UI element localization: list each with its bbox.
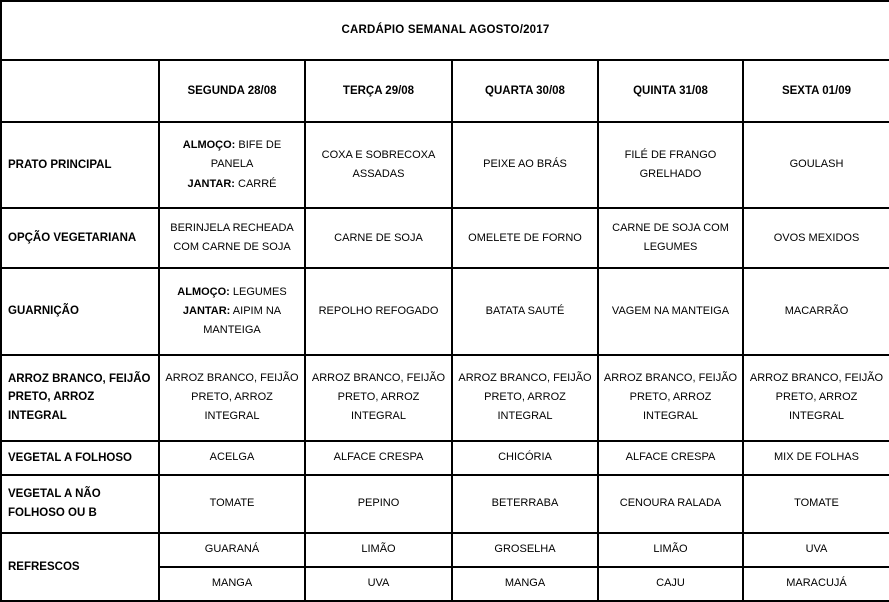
- meal-label: ALMOÇO:: [182, 139, 236, 152]
- cell-line: [164, 175, 300, 194]
- menu-cell: ARROZ BRANCO, FEIJÃO PRETO, ARROZ INTEGRAL: [159, 355, 305, 441]
- menu-cell: TOMATE: [743, 475, 889, 533]
- table-row: [1, 268, 889, 354]
- page-title: CARDÁPIO SEMANAL AGOSTO/2017: [1, 1, 889, 60]
- menu-cell: PEIXE AO BRÁS: [452, 122, 598, 208]
- cell-line: [164, 302, 300, 341]
- menu-cell: UVA: [305, 567, 452, 601]
- meal-label: JANTAR:: [187, 177, 235, 190]
- cell-line: [164, 136, 300, 175]
- menu-cell: LIMÃO: [598, 533, 743, 567]
- meal-text: LEGUMES: [229, 285, 287, 298]
- menu-cell: MIX DE FOLHAS: [743, 441, 889, 475]
- table-row: [1, 475, 889, 533]
- menu-cell: CHICÓRIA: [452, 441, 598, 475]
- meal-text: CARRÉ: [234, 177, 277, 190]
- row-label: VEGETAL A FOLHOSO: [1, 441, 159, 475]
- menu-cell: UVA: [743, 533, 889, 567]
- menu-cell: PEPINO: [305, 475, 452, 533]
- column-header-friday: SEXTA 01/09: [743, 60, 889, 122]
- row-label: OPÇÃO VEGETARIANA: [1, 208, 159, 268]
- menu-cell: TOMATE: [159, 475, 305, 533]
- table-row: [1, 122, 889, 208]
- menu-cell: CAJU: [598, 567, 743, 601]
- menu-cell: MANGA: [159, 567, 305, 601]
- meal-label: JANTAR:: [182, 304, 231, 317]
- menu-cell: ARROZ BRANCO, FEIJÃO PRETO, ARROZ INTEGRAL: [598, 355, 743, 441]
- menu-cell: BERINJELA RECHEADA COM CARNE DE SOJA: [159, 208, 305, 268]
- menu-cell: MACARRÃO: [743, 268, 889, 354]
- row-label: GUARNIÇÃO: [1, 268, 159, 354]
- column-header-thursday: QUINTA 31/08: [598, 60, 743, 122]
- menu-cell: ACELGA: [159, 441, 305, 475]
- table-row: [1, 355, 889, 441]
- column-header-wednesday: QUARTA 30/08: [452, 60, 598, 122]
- menu-cell: BATATA SAUTÉ: [452, 268, 598, 354]
- menu-cell: ALFACE CRESPA: [305, 441, 452, 475]
- menu-cell: GOULASH: [743, 122, 889, 208]
- meal-label: ALMOÇO:: [177, 285, 230, 298]
- menu-cell: COXA E SOBRECOXA ASSADAS: [305, 122, 452, 208]
- row-label: ARROZ BRANCO, FEIJÃO PRETO, ARROZ INTEGRAL: [1, 355, 159, 441]
- meal-text: AIPIM NA MANTEIGA: [203, 304, 282, 337]
- menu-cell: CARNE DE SOJA: [305, 208, 452, 268]
- menu-cell: [159, 268, 305, 354]
- menu-cell: GROSELHA: [452, 533, 598, 567]
- menu-cell: CENOURA RALADA: [598, 475, 743, 533]
- cell-line: [164, 283, 300, 302]
- menu-cell: OVOS MEXIDOS: [743, 208, 889, 268]
- column-header-monday: SEGUNDA 28/08: [159, 60, 305, 122]
- menu-cell: ARROZ BRANCO, FEIJÃO PRETO, ARROZ INTEGRAL: [743, 355, 889, 441]
- row-label: REFRESCOS: [1, 533, 159, 601]
- table-row: [1, 533, 889, 567]
- menu-cell: ARROZ BRANCO, FEIJÃO PRETO, ARROZ INTEGRAL: [305, 355, 452, 441]
- row-label: PRATO PRINCIPAL: [1, 122, 159, 208]
- menu-cell: CARNE DE SOJA COM LEGUMES: [598, 208, 743, 268]
- menu-cell: VAGEM NA MANTEIGA: [598, 268, 743, 354]
- table-row: [1, 441, 889, 475]
- table-row: [1, 208, 889, 268]
- menu-cell: [159, 122, 305, 208]
- column-header-tuesday: TERÇA 29/08: [305, 60, 452, 122]
- row-label: VEGETAL A NÃO FOLHOSO OU B: [1, 475, 159, 533]
- meal-text: BIFE DE PANELA: [210, 139, 282, 171]
- menu-cell: MANGA: [452, 567, 598, 601]
- title-row: [1, 1, 889, 60]
- menu-cell: FILÉ DE FRANGO GRELHADO: [598, 122, 743, 208]
- menu-cell: REPOLHO REFOGADO: [305, 268, 452, 354]
- menu-cell: ARROZ BRANCO, FEIJÃO PRETO, ARROZ INTEGRAL: [452, 355, 598, 441]
- menu-cell: OMELETE DE FORNO: [452, 208, 598, 268]
- menu-cell: GUARANÁ: [159, 533, 305, 567]
- corner-cell: [1, 60, 159, 122]
- menu-cell: BETERRABA: [452, 475, 598, 533]
- menu-cell: LIMÃO: [305, 533, 452, 567]
- menu-cell: ALFACE CRESPA: [598, 441, 743, 475]
- header-row: [1, 60, 889, 122]
- menu-cell: MARACUJÁ: [743, 567, 889, 601]
